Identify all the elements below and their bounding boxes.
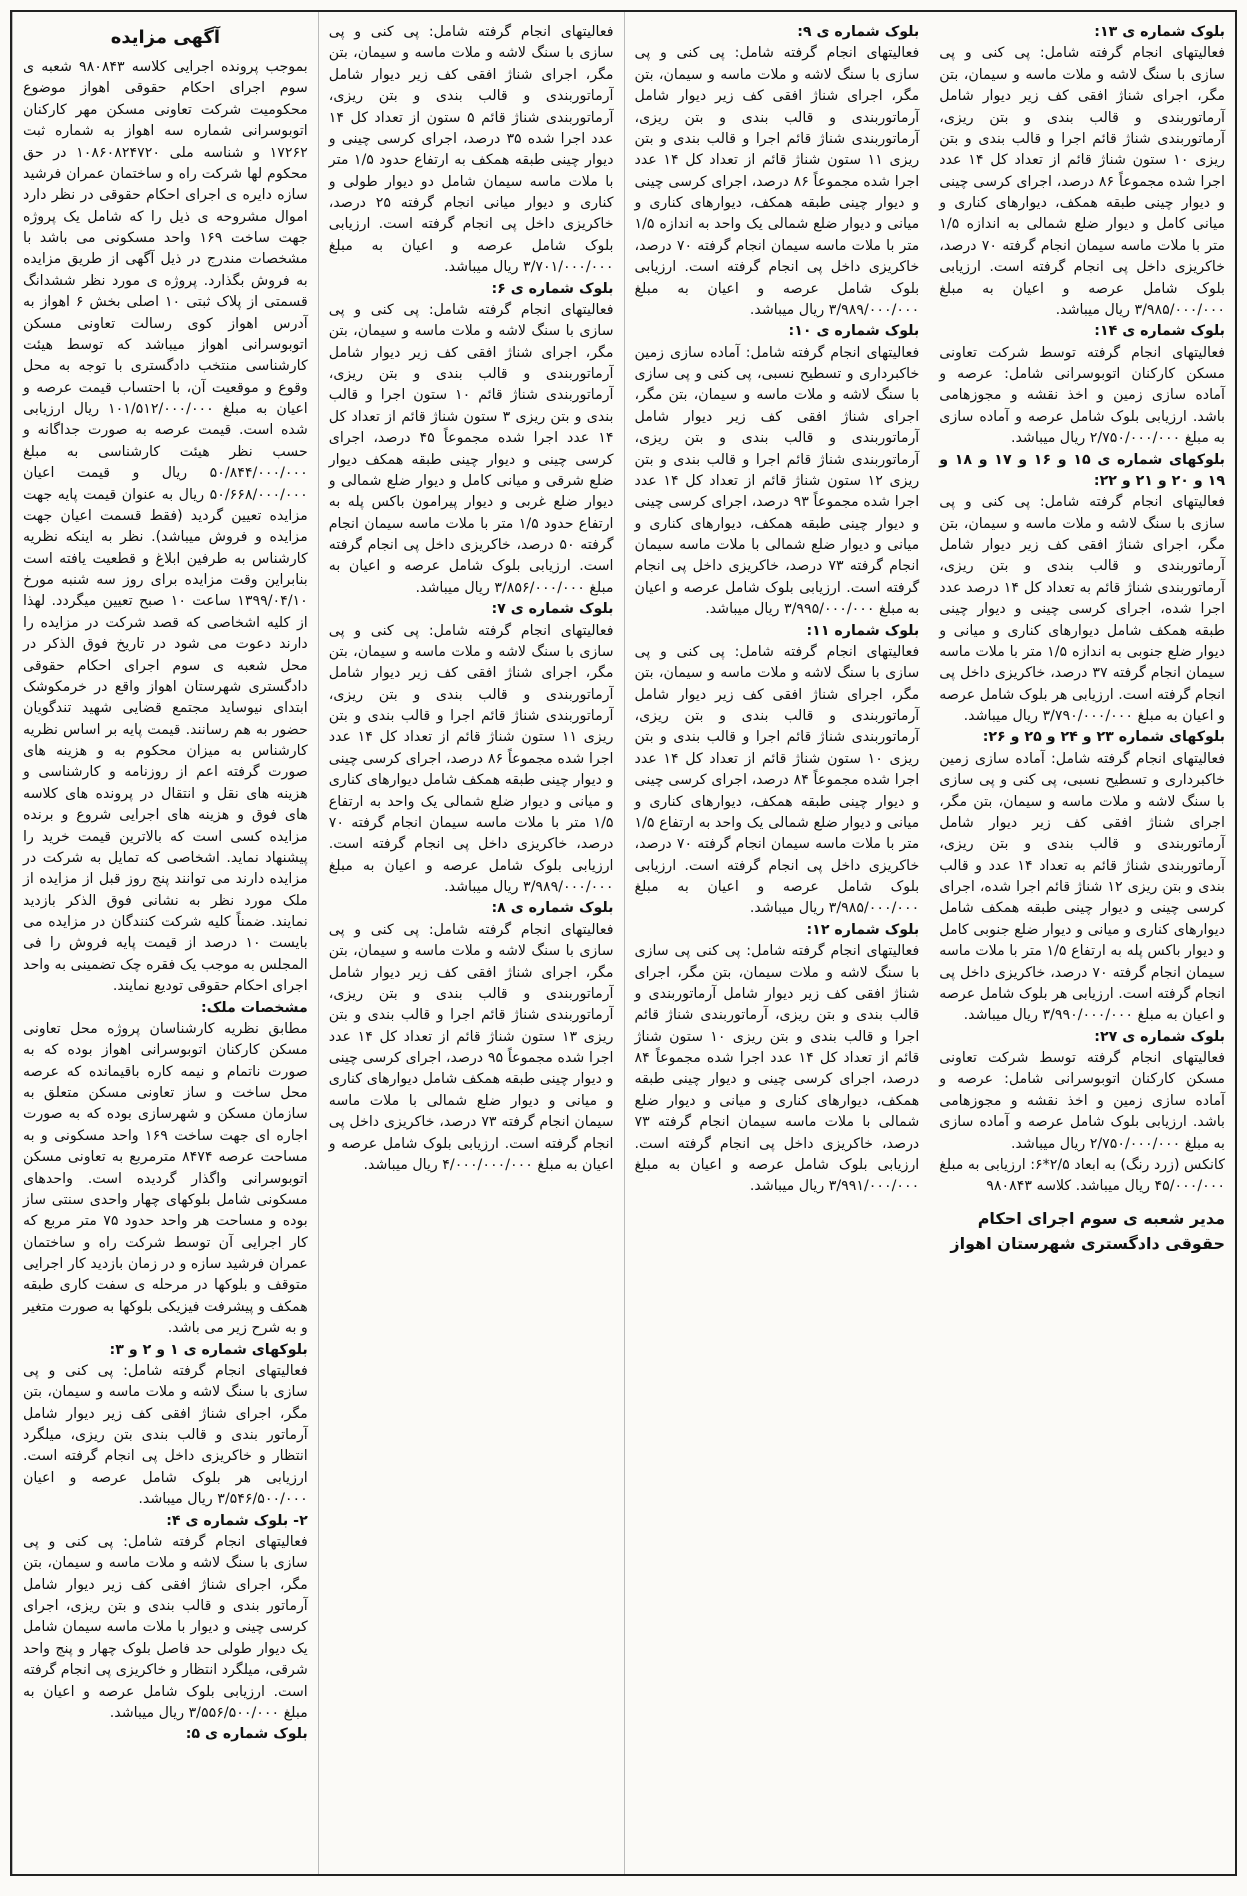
block-1-3-text: فعالیتهای انجام گرفته شامل: پی کنی و پی سازی با سنگ لاشه و ملات ماسه و سیمان، بتن مگر، اجرای شناژ افقی کف زیر دیوار شامل آرماتور بندی و قالب بندی بتن ریزی، میلگرد انتظار و خاکریزی داخل پی انجام گرفته است. ارزیابی هر بلوک شامل عرصه و اعیان ۳/۵۴۶/۵۰۰/۰۰۰ ریال میباشد. <box>23 1362 308 1508</box>
block-15-22-heading: بلوکهای شماره ی ۱۵ و ۱۶ و ۱۷ و ۱۸ و ۱۹ و ۲۰ و ۲۱ و ۲۲: <box>939 451 1225 489</box>
container-item-text: کانکس (زرد رنگ) به ابعاد ۲/۵*۶: ارزیابی به مبلغ ۴۵/۰۰۰/۰۰۰ ریال میباشد. کلاسه ۹۸۰۸۴۳ <box>939 1156 1225 1195</box>
block-7-text: فعالیتهای انجام گرفته شامل: پی کنی و پی سازی با سنگ لاشه و ملات ماسه و سیمان، بتن مگر، اجرای شناژ افقی کف زیر دیوار شامل آرماتوربندی و قالب بندی و بتن ریزی، آرماتوربندی شناژ قائم اجرا و قالب بندی و بتن ریزی ۱۱ ستون شناژ قائم از تعداد کل ۱۴ عدد اجرا شده مجموعاً ۸۶ درصد، اجرای کرسی چینی و دیوار چینی طبقه همکف شامل دیوارهای کناری و میانی و دیوار ضلع شمالی یک واحد به ارتفاع ۱/۵ متر با ملات ماسه سیمان انجام گرفته ۷۰ درصد، خاکریزی داخل پی انجام گرفته است. ارزیابی بلوک شامل عرصه و اعیان به مبلغ ۳/۹۸۹/۰۰۰/۰۰۰ ریال میباشد. <box>328 622 614 895</box>
block-10-heading: بلوک شماره ی ۱۰: <box>788 323 920 340</box>
block-12-heading: بلوک شماره ۱۲: <box>806 921 920 938</box>
block-14-heading: بلوک شماره ی ۱۴: <box>1094 323 1225 340</box>
property-spec-heading: مشخصات ملک: <box>201 999 308 1016</box>
newspaper-notice <box>10 10 1237 1876</box>
block-7-heading: بلوک شماره ی ۷: <box>491 601 614 618</box>
signature: مدیر شعبه ی سوم اجرای احکام حقوقی دادگستری شهرستان اهواز <box>950 1208 1225 1254</box>
notice-title: آگهی مزایده <box>110 27 221 48</box>
block-6-text: فعالیتهای انجام گرفته شامل: پی کنی و پی سازی با سنگ لاشه و ملات ماسه و سیمان، بتن مگر، اجرای شناژ افقی کف زیر دیوار شامل آرماتوربندی و قالب بندی و بتن ریزی، آرماتوربندی شناژ قائم ۱۰ ستون اجرا و قالب بندی و بتن ریزی ۳ ستون شناژ قائم از تعداد کل ۱۴ عدد اجرا شده مجموعاً ۴۵ درصد، اجرای کرسی چینی و دیوار چینی طبقه همکف دیوار ضلع شرقی و میانی کامل و دیوار ضلع شمالی و دیوار ضلع غربی و دیوار پیرامون باکس پله به ارتفاع حدود ۱/۵ متر با ملات ماسه سیمان انجام گرفته ۵۰ درصد، خاکریزی داخل پی انجام گرفته است. ارزیابی بلوک شامل عرصه و اعیان به مبلغ ۳/۸۵۶/۰۰۰/۰۰۰ ریال میباشد. <box>328 301 614 596</box>
column-1 <box>12 12 318 1874</box>
block-10-text: فعالیتهای انجام گرفته شامل: آماده سازی زمین خاکبرداری و تسطیح نسبی، پی کنی و پی سازی با سنگ لاشه و ملات ماسه و سیمان، بتن مگر، اجرای شناژ افقی کف زیر دیوار شامل آرماتوربندی و قالب بندی و بتن ریزی، آرماتوربندی شناژ قائم اجرا و قالب بندی و بتن ریزی ۱۲ ستون شناژ قائم از تعداد کل ۱۴ عدد اجرا شده مجموعاً ۹۳ درصد، اجرای کرسی چینی و دیوار چینی طبقه همکف، دیوارهای کناری و میانی و دیوار ضلع شمالی با ملات ماسه سیمان انجام گرفته ۷۳ درصد، خاکریزی داخل پی انجام گرفته است. ارزیابی بلوک شامل عرصه و اعیان به مبلغ ۳/۹۹۵/۰۰۰/۰۰۰ ریال میباشد. <box>634 344 920 618</box>
block-8-heading: بلوک شماره ی ۸: <box>491 900 614 917</box>
property-spec-text: مطابق نظریه کارشناسان پروژه محل تعاونی مسکن کارکنان اتوبوسرانی اهواز بوده که به صورت ناتمام و نیمه کاره باقیمانده که عرصه محل ساخت و ساز تعاونی مسکن متعلق به سازمان مسکن و شهرسازی بوده که به صورت اجاره ای جهت ساخت ۱۶۹ واحد مسکونی و به مساحت عرصه ۸۴۷۴ مترمربع به تعاونی مسکن اتوبوسرانی واگذار گردیده است. واحدهای مسکونی شامل بلوکهای چهار واحدی سنتی ساز بوده و مساحت هر واحد حدود ۷۵ متر مربع که کار اجرایی آن توسط شرکت راه و ساختمان عمران فرشید سازه و در زمان بازدید کار اجرایی متوقف و بلوکها در مرحله ی سفت کاری طبقه همکف و پیشرفت فیزیکی بلوکها به صورت متغیر و به شرح زیر می باشد. <box>23 1020 308 1337</box>
block-11-heading: بلوک شماره ۱۱: <box>806 622 920 639</box>
block-9-text: فعالیتهای انجام گرفته شامل: پی کنی و پی سازی با سنگ لاشه و ملات ماسه و سیمان، بتن مگر، اجرای شناژ افقی کف زیر دیوار شامل آرماتوربندی و قالب بندی و بتن ریزی، آرماتوربندی شناژ قائم اجرا و قالب بندی و بتن ریزی ۱۱ ستون شناژ قائم از تعداد کل ۱۴ عدد اجرا شده مجموعاً ۸۶ درصد، اجرای کرسی چینی و دیوار چینی طبقه همکف، دیوارهای کناری و میانی و دیوار ضلع شمالی یک واحد به اندازه ۱/۵ متر با ملات ماسه سیمان انجام گرفته ۷۰ درصد، خاکریزی داخل پی انجام گرفته است. ارزیابی بلوک شامل عرصه و اعیان به مبلغ ۳/۹۸۹/۰۰۰/۰۰۰ ریال میباشد. <box>634 45 920 318</box>
block-4-text: فعالیتهای انجام گرفته شامل: پی کنی و پی سازی با سنگ لاشه و ملات ماسه و سیمان، بتن مگر، اجرای شناژ افقی کف زیر دیوار شامل آرماتور بندی و قالب بندی و بتن ریزی، اجرای کرسی چینی و دیوار با ملات ماسه سیمان شامل یک دیوار طولی حد فاصل بلوک چهار و پنج واحد شرقی، میلگرد انتظار و خاکریزی پی انجام گرفته است. ارزیابی بلوک شامل عرصه و اعیان به مبلغ ۳/۵۵۶/۵۰۰/۰۰۰ ریال میباشد. <box>23 1533 308 1721</box>
block-27-heading: بلوک شماره ی ۲۷: <box>1094 1028 1225 1045</box>
block-5-text: فعالیتهای انجام گرفته شامل: پی کنی و پی سازی با سنگ لاشه و ملات ماسه و سیمان، بتن مگر، اجرای شناژ افقی کف زیر دیوار شامل آرماتوربندی و قالب بندی و بتن ریزی، آرماتوربندی شناژ قائم ۵ ستون از تعداد کل ۱۴ عدد اجرا شده ۳۵ درصد، اجرای کرسی چینی و دیوار چینی طبقه همکف به ارتفاع حدود ۱/۵ متر با ملات ماسه سیمان شامل دو دیوار طولی و کناری و دیوار میانی انجام گرفته ۲۵ درصد، خاکریزی داخل پی انجام گرفته است. ارزیابی بلوک شامل عرصه و اعیان به مبلغ ۳/۷۰۱/۰۰۰/۰۰۰ ریال میباشد. <box>328 24 614 276</box>
block-13-heading: بلوک شماره ی ۱۳: <box>1094 24 1225 40</box>
block-6-heading: بلوک شماره ی ۶: <box>491 280 614 297</box>
column-3 <box>624 12 930 1874</box>
block-23-26-text: فعالیتهای انجام گرفته شامل: آماده سازی زمین خاکبرداری و تسطیح نسبی، پی کنی و پی سازی با سنگ لاشه و ملات ماسه و سیمان، بتن مگر، اجرای شناژ افقی کف زیر دیوار شامل آرماتوربندی و قالب بندی و بتن ریزی، آرماتوربندی شناژ قائم به تعداد ۱۴ عدد و قالب بندی و بتن ریزی ۱۲ شناژ قائم اجرا شده، اجرای کرسی چینی و دیوار چینی طبقه همکف شامل دیوارهای کناری و میانی و دیوار ضلع جنوبی کامل و دیوار باکس پله به ارتفاع ۱/۵ متر با ملات ماسه سیمان انجام گرفته ۷۰ درصد، خاکریزی داخل پی انجام گرفته است. ارزیابی هر بلوک شامل عرصه و اعیان به مبلغ ۳/۹۹۰/۰۰۰/۰۰۰ ریال میباشد. <box>939 750 1225 1024</box>
block-1-3-heading: بلوکهای شماره ی ۱ و ۲ و ۳: <box>109 1341 308 1358</box>
block-14-text: فعالیتهای انجام گرفته توسط شرکت تعاونی مسکن کارکنان اتوبوسرانی شامل: عرصه و آماده سازی زمین و اخذ نقشه و مجوزهامی باشد. ارزیابی بلوک شامل عرصه و آماده سازی به مبلغ ۲/۷۵۰/۰۰۰/۰۰۰ ریال میباشد. <box>939 344 1225 447</box>
block-4-heading: ۲- بلوک شماره ی ۴: <box>166 1512 308 1529</box>
block-13-text: فعالیتهای انجام گرفته شامل: پی کنی و پی سازی با سنگ لاشه و ملات ماسه و سیمان، بتن مگر، اجرای شناژ افقی کف زیر دیوار شامل آرماتوربندی و قالب بندی و بتن ریزی، آرماتوربندی شناژ قائم اجرا و قالب بندی و بتن ریزی ۱۰ ستون شناژ قائم از تعداد کل ۱۴ عدد اجرا شده مجموعاً ۸۶ درصد، اجرای کرسی چینی و دیوار چینی طبقه همکف، دیوارهای کناری و میانی کامل و دیوار ضلع شمالی به اندازه ۱/۵ متر با ملات ماسه سیمان انجام گرفته ۷۰ درصد، خاکریزی داخل پی انجام گرفته است. ارزیابی بلوک شامل عرصه و اعیان به مبلغ ۳/۹۸۵/۰۰۰/۰۰۰ ریال میباشد. <box>939 45 1226 318</box>
column-4 <box>929 12 1235 1874</box>
column-2 <box>318 12 624 1874</box>
block-8-text: فعالیتهای انجام گرفته شامل: پی کنی و پی سازی با سنگ لاشه و ملات ماسه و سیمان، بتن مگر، اجرای شناژ افقی کف زیر دیوار شامل آرماتوربندی و قالب بندی و بتن ریزی، آرماتوربندی شناژ قائم اجرا و قالب بندی و بتن ریزی ۱۳ ستون شناژ قائم از تعداد کل ۱۴ عدد اجرا شده مجموعاً ۹۵ درصد، اجرای کرسی چینی و دیوار چینی طبقه همکف شامل دیوارهای کناری و میانی و دیوار ضلع شمالی با ملات ماسه سیمان انجام گرفته ۷۳ درصد، خاکریزی داخل پی انجام گرفته است. ارزیابی بلوک شامل عرصه و اعیان به مبلغ ۴/۰۰۰/۰۰۰/۰۰۰ ریال میباشد. <box>328 921 614 1173</box>
block-9-heading: بلوک شماره ی ۹: <box>797 24 920 40</box>
block-5-heading: بلوک شماره ی ۵: <box>185 1726 308 1743</box>
block-27-text: فعالیتهای انجام گرفته توسط شرکت تعاونی مسکن کارکنان اتوبوسرانی شامل: عرصه و آماده سازی زمین و اخذ نقشه و مجوزهامی باشد. ارزیابی بلوک شامل عرصه و آماده سازی به مبلغ ۲/۷۵۰/۰۰۰/۰۰۰ ریال میباشد. <box>939 1050 1225 1152</box>
block-12-text: فعالیتهای انجام گرفته شامل: پی کنی پی سازی با سنگ لاشه و ملات سیمان، بتن مگر، اجرای شناژ افقی کف زیر دیوار شامل آرماتوربندی و قالب بندی و بتن ریزی، آرماتوربندی شناژ قائم اجرا و قالب بندی و بتن ریزی ۱۰ ستون شناژ قائم از تعداد کل ۱۴ عدد اجرا شده مجموعاً ۸۴ درصد، اجرای کرسی چینی و دیوار چینی طبقه همکف، دیوارهای کناری و میانی و دیوار ضلع شمالی با ملات ماسه سیمان انجام گرفته ۷۳ درصد، خاکریزی داخل پی انجام گرفته است. ارزیابی بلوک شامل عرصه و اعیان به مبلغ ۳/۹۹۱/۰۰۰/۰۰۰ ریال میباشد. <box>634 943 920 1195</box>
block-15-22-text: فعالیتهای انجام گرفته شامل: پی کنی و پی سازی با سنگ لاشه و ملات ماسه و سیمان، بتن مگر، اجرای شناژ افقی کف زیر دیوار شامل آرماتوربندی و قالب بندی و بتن ریزی، آرماتوربندی شناژ قائم به تعداد کل ۱۴ درصد عدد اجرا شده، اجرای کرسی چینی و دیوار چینی طبقه همکف شامل دیوارهای کناری و میانی و دیوار ضلع جنوبی به اندازه ۱/۵ متر با ملات ماسه سیمان انجام گرفته ۳۷ درصد، خاکریزی داخل پی انجام گرفته است. ارزیابی هر بلوک شامل عرصه و اعیان به مبلغ ۳/۷۹۰/۰۰۰/۰۰۰ ریال میباشد. <box>939 494 1225 724</box>
notice-intro: بموجب پرونده اجرایی کلاسه ۹۸۰۸۴۳ شعبه ی سوم اجرای احکام حقوقی اهواز موضوع محکومیت شرکت تعاونی مسکن مهر کارکنان اتوبوسرانی شماره سه اهواز به شماره ثبت ۱۷۲۶۲ و شناسه ملی ۱۰۸۶۰۸۲۴۷۲۰ در حق محکوم لها شرکت راه و ساختمان عمران فرشید سازه دایره ی اجرای احکام حقوقی در نظر دارد اموال مشروحه ی ذیل را که شامل یک پروژه جهت ساخت ۱۶۹ واحد مسکونی می باشد با مشخصات مندرج در ذیل آگهی از طریق مزایده به فروش بگذارد. پروژه ی مورد نظر ششدانگ قسمتی از پلاک ثبتی ۱۰ اصلی بخش ۶ اهواز به آدرس اهواز کوی رسالت تعاونی مسکن اتوبوسرانی اهواز میباشد که توسط هیئت کارشناسی منتخب دادگستری با توجه به محل وقوع و موقعیت آن، با احتساب قیمت عرصه و اعیان به مبلغ ۱۰۱/۵۱۲/۰۰۰/۰۰۰ ریال ارزیابی شده است. قیمت عرصه به صورت جداگانه و حسب نظر هیئت کارشناسی به مبلغ ۵۰/۸۴۴/۰۰۰/۰۰۰ ریال و قیمت اعیان ۵۰/۶۶۸/۰۰۰/۰۰۰ ریال به عنوان قیمت پایه جهت مزایده تعیین گردید (فقط قسمت اعیان جهت مزایده و فروش میباشد). نظر به اینکه نظریه کارشناس به طرفین ابلاغ و قطعیت یافته است بنابراین وقت مزایده برای روز سه شنبه مورخ ۱۳۹۹/۰۴/۱۰ ساعت ۱۰ صبح تعیین میگردد. لهذا از کلیه اشخاصی که قصد شرکت در مزایده را دارند دعوت می شود در تاریخ فوق الذکر در محل شعبه ی سوم اجرای احکام حقوقی دادگستری شهرستان اهواز واقع در خرمکوشک ابتدای نیوساید مجتمع قضایی شهید تندگویان حضور به هم رسانند. قیمت پایه بر اساس نظریه کارشناس به میزان محکوم به و هزینه های صورت گرفته اعم از روزنامه و کارشناسی و هزینه های نقل و انتقال در پرونده های کلاسه های فوق و هزینه های اجرایی شروع و برنده مزایده کسی است که بالاترین قیمت خرید را پیشنهاد نماید. اشخاصی که تمایل به شرکت در مزایده دارند می توانند پنج روز قبل از مزایده از ملک مورد نظر به نشانی فوق الذکر بازدید نمایند. ضمناً کلیه شرکت کنندگان در مزایده می بایست ۱۰ درصد از قیمت پایه فروش را فی المجلس به موجب یک فقره چک تضمینی به واحد اجرای احکام حقوقی تودیع نمایند. <box>23 59 308 995</box>
block-11-text: فعالیتهای انجام گرفته شامل: پی کنی و پی سازی با سنگ لاشه و ملات ماسه و سیمان، بتن مگر، اجرای شناژ افقی کف زیر دیوار شامل آرماتوربندی و قالب بندی و بتن ریزی، آرماتوربندی شناژ قائم اجرا و قالب بندی و بتن ریزی ۱۰ ستون شناژ قائم از تعداد کل ۱۴ عدد اجرا شده مجموعاً ۸۴ درصد، اجرای کرسی چینی و دیوار چینی طبقه همکف، دیوارهای کناری و میانی و دیوار ضلع شمالی یک واحد به ارتفاع ۱/۵ متر با ملات ماسه سیمان انجام گرفته ۷۰ درصد، خاکریزی داخل پی انجام گرفته است. ارزیابی بلوک شامل عرصه و اعیان به مبلغ ۳/۹۸۵/۰۰۰/۰۰۰ ریال میباشد. <box>634 643 920 917</box>
block-23-26-heading: بلوکهای شماره ۲۳ و ۲۴ و ۲۵ و ۲۶: <box>982 729 1225 746</box>
